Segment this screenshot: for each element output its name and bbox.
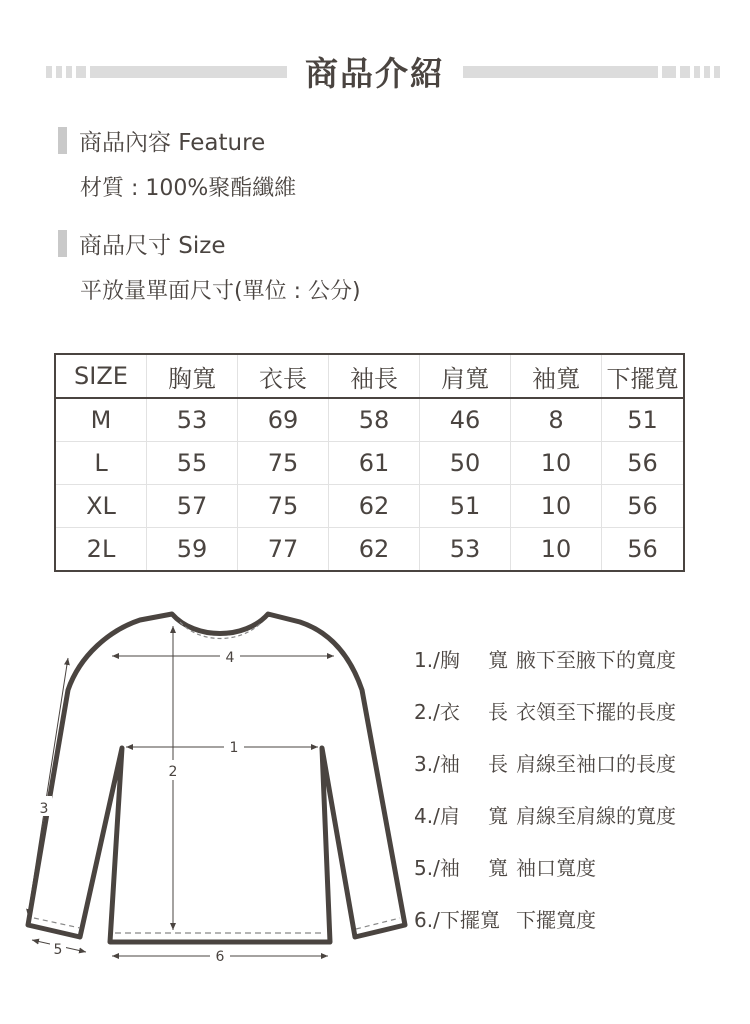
legend-desc: 衣領至下擺的長度 [516,700,676,724]
legend-num: 1./胸 [414,648,460,672]
table-row [55,528,684,572]
section-marker [58,230,67,257]
page-title: 商品介紹 [305,54,445,93]
title-row [0,44,750,100]
measure-line-3 [28,658,68,916]
table-cell: 62 [329,485,420,528]
legend-desc: 肩線至肩線的寬度 [516,804,676,828]
table-header-cell: 袖長 [329,354,420,398]
legend-item [414,800,676,852]
table-header-row [55,354,684,398]
table-cell: 59 [147,528,238,572]
table-cell: 77 [238,528,329,572]
legend-item [414,748,676,800]
legend-term: 長 [488,752,508,776]
table-cell: 50 [420,442,511,485]
table-header-cell: 衣長 [238,354,329,398]
table-cell: L [55,442,147,485]
table-cell: 10 [511,485,602,528]
legend-num: 5./袖 [414,856,460,880]
table-cell: 55 [147,442,238,485]
legend-num: 3./袖 [414,752,460,776]
title-bar-right [463,66,658,78]
table-cell: 61 [329,442,420,485]
size-heading [58,228,226,258]
section-marker [58,127,67,154]
measure-label-6: 6 [215,949,225,965]
table-cell: 75 [238,442,329,485]
legend-term: 寬 [488,856,508,880]
table-cell: 56 [602,442,685,485]
size-note: 平放量單面尺寸(單位 : 公分) [80,279,361,304]
measure-label-2: 2 [168,764,178,780]
measurement-legend [414,644,676,956]
feature-heading [58,125,265,155]
measure-label-3: 3 [39,801,49,817]
legend-num: 4./肩 [414,804,460,828]
table-row [55,485,684,528]
legend-desc: 肩線至袖口的長度 [516,752,676,776]
table-cell: 62 [329,528,420,572]
legend-num: 2./衣 [414,700,460,724]
garment-outline [28,614,405,942]
table-cell: 53 [147,398,238,442]
legend-term: 寬 [488,804,508,828]
table-header-cell: 胸寬 [147,354,238,398]
legend-item [414,852,676,904]
table-cell: 69 [238,398,329,442]
legend-item [414,904,676,956]
table-cell: 56 [627,535,658,563]
table-cell: 51 [602,398,685,442]
feature-heading-text: 商品內容 Feature [79,129,266,156]
material-text: 材質 : 100%聚酯纖維 [80,176,297,201]
size-heading-text: 商品尺寸 Size [79,232,226,259]
table-header-cell: 袖寬 [511,354,602,398]
table-cell: 8 [511,398,602,442]
table-cell: XL [55,485,147,528]
title-bar-left [97,66,287,78]
legend-term: 長 [488,700,508,724]
table-cell: 75 [238,485,329,528]
measure-label-4: 4 [225,650,235,666]
table-row [55,442,684,485]
table-cell: M [55,398,147,442]
table-cell: 51 [420,485,511,528]
table-cell: 56 [602,485,685,528]
size-table [54,353,685,572]
legend-desc: 袖口寬度 [516,856,596,880]
table-row [55,398,684,442]
legend-num: 6./下擺寬 [414,908,500,932]
title-deco-right [662,66,720,78]
table-cell: 53 [420,528,511,572]
legend-item [414,696,676,748]
table-cell: 46 [420,398,511,442]
table-header-cell: 下擺寬 [602,354,685,398]
table-header-cell: 肩寬 [420,354,511,398]
table-cell: 2L [55,528,147,572]
measure-label-1: 1 [229,740,239,756]
title-deco-left [46,66,104,78]
table-header-cell: SIZE [55,354,147,398]
legend-desc: 下擺寬度 [516,908,596,932]
legend-desc: 腋下至腋下的寬度 [516,648,676,672]
table-cell: 10 [511,442,602,485]
measure-label-5: 5 [53,942,63,958]
table-cell: 10 [511,528,602,572]
table-cell: 57 [147,485,238,528]
legend-term: 寬 [488,648,508,672]
garment-diagram [0,600,420,980]
legend-item [414,644,676,696]
table-cell: 58 [329,398,420,442]
